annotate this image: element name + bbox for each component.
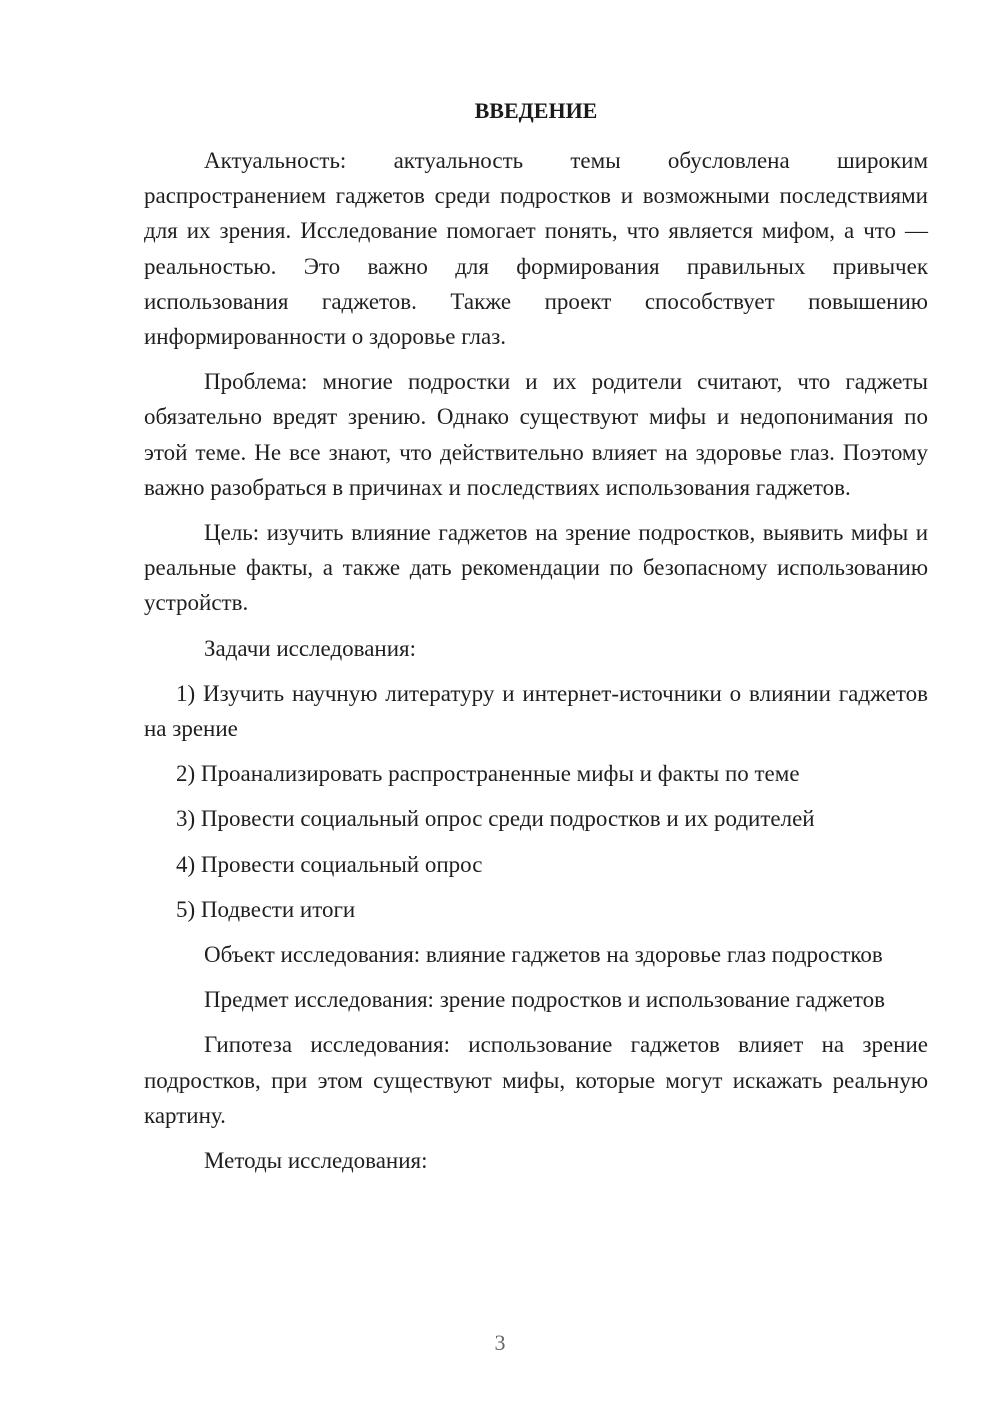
task-item-1: 1) Изучить научную литературу и интернет-источники о влиянии гаджетов на зрение xyxy=(144,680,928,742)
goal-paragraph: Цель: изучить влияние гаджетов на зрение подростков, выявить мифы и реальные факты, а также дать рекомендации по безопасному использованию устройств. xyxy=(144,520,928,616)
relevance-paragraph: Актуальность: актуальность темы обусловлена широким распространением гаджетов среди подростков и возможными последствиями для их зрения. Исследование помогает понять, что является мифом, а что — реальностью. Это важно для формирования правильных привычек использования гаджетов. Также проект способствует повышению информированности о здоровье глаз. xyxy=(144,148,928,350)
document-page xyxy=(144,93,928,1188)
hypothesis-paragraph: Гипотеза исследования: использование гаджетов влияет на зрение подростков, при этом существуют мифы, которые могут искажать реальную картину. xyxy=(144,1032,928,1128)
tasks-list xyxy=(144,676,928,927)
methods-heading: Методы исследования: xyxy=(204,1148,428,1174)
task-item-5: 5) Подвести итоги xyxy=(176,896,356,922)
tasks-heading: Задачи исследования: xyxy=(204,635,417,661)
task-item-3: 3) Провести социальный опрос среди подростков и их родителей xyxy=(176,806,815,832)
object-paragraph: Объект исследования: влияние гаджетов на здоровье глаз подростков xyxy=(204,942,883,968)
task-item-2: 2) Проанализировать распространенные мифы и факты по теме xyxy=(176,761,800,787)
problem-paragraph: Проблема: многие подростки и их родители считают, что гаджеты обязательно вредят зрению. Однако существуют мифы и недопонимания по этой теме. Не все знают, что действительно влияет на здоровье глаз. Поэтому важно разобраться в причинах и последствиях использования гаджетов. xyxy=(144,369,928,500)
page-number: 3 xyxy=(494,1330,506,1355)
task-item-4: 4) Провести социальный опрос xyxy=(176,851,483,877)
subject-paragraph: Предмет исследования: зрение подростков и использование гаджетов xyxy=(204,987,885,1013)
page-title: ВВЕДЕНИЕ xyxy=(474,98,598,123)
